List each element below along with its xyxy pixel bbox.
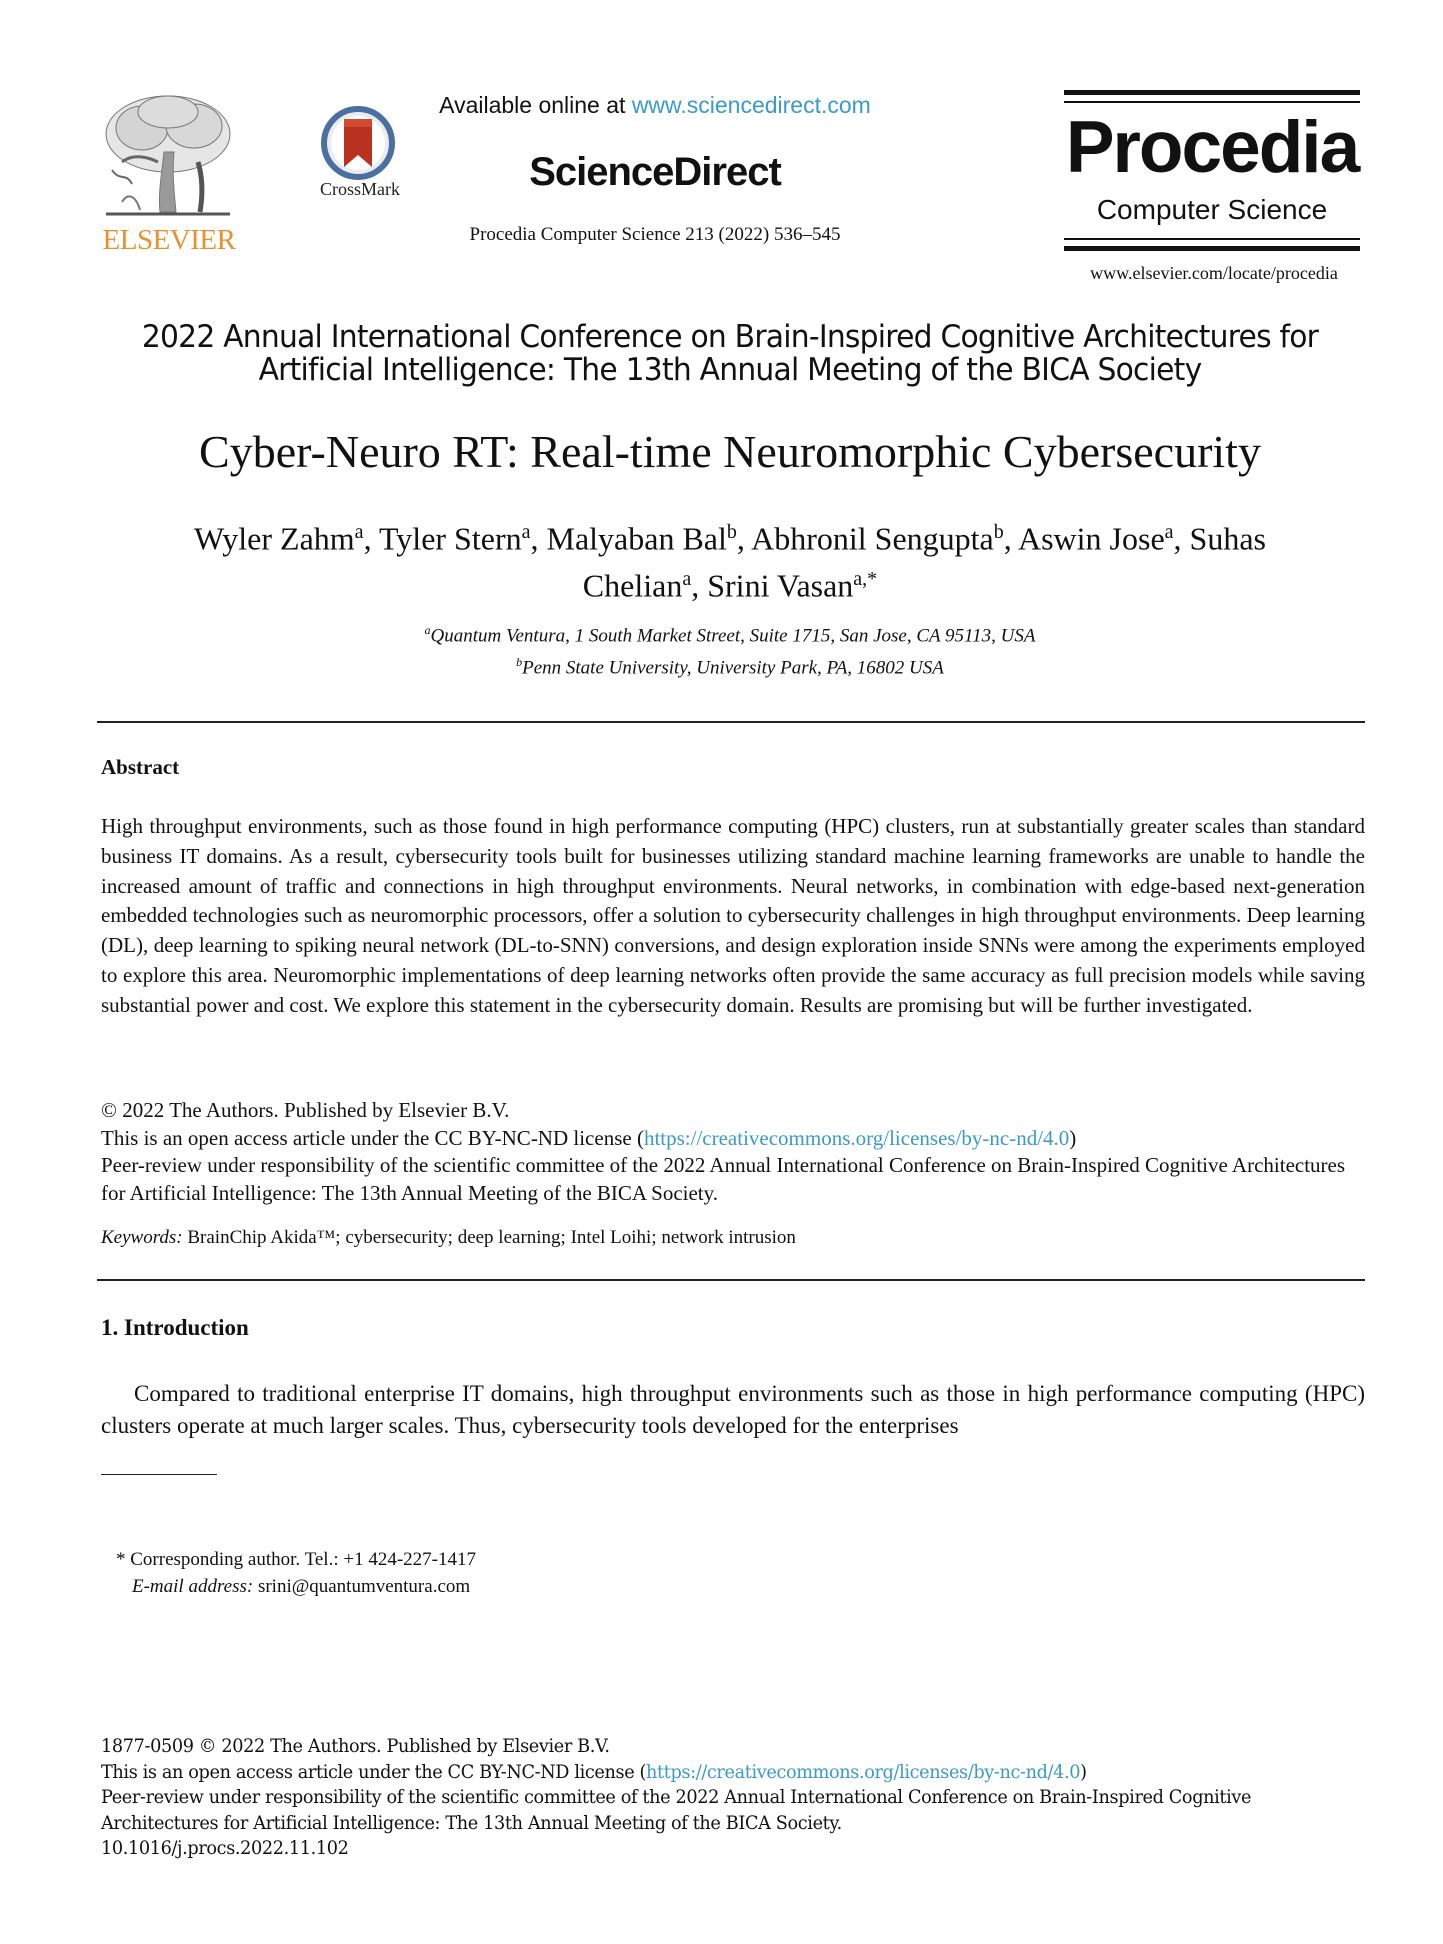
procedia-rule-bottom-thin <box>1064 238 1360 240</box>
keywords <box>101 1227 1365 1249</box>
page-footer <box>101 1734 1366 1862</box>
author-separator: , Suhas <box>1173 520 1266 557</box>
procedia-rule-bottom <box>1064 246 1360 251</box>
conference-line-2: Artificial Intelligence: The 13th Annual Meeting of the BICA Society <box>258 352 1202 388</box>
author-separator: , <box>363 520 379 557</box>
introduction-text: Compared to traditional enterprise IT domains, high throughput environments such as those in high performance computing (HPC) clusters operate at much larger scales. Thus, cybersecurity tools developed for the enterprises <box>101 1381 1365 1438</box>
author-affiliation-mark: a,* <box>853 567 878 590</box>
divider <box>97 1279 1365 1281</box>
available-online-line <box>420 92 890 119</box>
affiliation-item <box>110 617 1350 649</box>
affiliation-mark: a <box>424 623 431 637</box>
affiliation-text: Quantum Ventura, 1 South Market Street, Suite 1715, San Jose, CA 95113, USA <box>430 625 1036 647</box>
footnote-divider <box>101 1474 217 1475</box>
author-affiliation-mark: b <box>726 521 737 543</box>
corresponding-author: * Corresponding author. Tel.: +1 424-227-1417 <box>116 1549 476 1570</box>
procedia-rule-top <box>1064 90 1360 95</box>
footnote <box>116 1546 476 1600</box>
section-heading-introduction: 1. Introduction <box>101 1315 249 1340</box>
footer-license-text: This is an open access article under the CC BY-NC-ND license ( <box>101 1760 647 1783</box>
keywords-label: Keywords: <box>101 1227 183 1248</box>
crossmark-label: CrossMark <box>320 179 400 199</box>
license-line <box>101 1125 1365 1153</box>
author-separator: , <box>736 520 752 557</box>
author-name: Abhronil Sengupta <box>751 520 994 557</box>
conference-line-1: 2022 Annual International Conference on Brain-Inspired Cognitive Architectures for <box>141 319 1319 355</box>
journal-reference: Procedia Computer Science 213 (2022) 536–545 <box>469 224 841 245</box>
abstract-text: High throughput environments, such as those found in high performance computing (HPC) clusters, run at substantially greater scales than standard business IT domains. As a result, cybersecurity tools built for businesses utilizing standard machine learning frameworks are unable to handle the increased amount of traffic and connections in high throughput environments. Neural networks, in combination with edge-based next-generation embedded technologies such as neuromorphic processors, offer a solution to cybersecurity challenges in high throughput environments. Deep learning (DL), deep learning to spiking neural network (DL-to-SNN) conversions, and design exploration inside SNNs were among the experiments employed to explore this area. Neuromorphic implementations of deep learning networks often provide the same accuracy as full precision models while saving substantial power and cost. We explore this statement in the cybersecurity domain. Results are promising but will be further investigated. <box>101 814 1365 1017</box>
copyright-line: © 2022 The Authors. Published by Elsevier B.V. <box>101 1098 510 1122</box>
author-affiliation-mark: a <box>682 567 692 590</box>
footer-peer-review-2: Architectures for Artificial Intelligence: The 13th Annual Meeting of the BICA Society. <box>101 1811 842 1834</box>
footer-license-link[interactable]: https://creativecommons.org/licenses/by-nc-nd/4.0 <box>646 1760 1081 1783</box>
elsevier-logo <box>100 92 238 260</box>
procedia-subtitle: Computer Science <box>1096 194 1328 225</box>
author-list <box>110 512 1350 605</box>
conference-name <box>135 321 1325 387</box>
author-name: Malyaban Bal <box>546 520 727 557</box>
copyright-block <box>101 1097 1365 1207</box>
abstract-heading: Abstract <box>101 755 180 779</box>
email-address[interactable]: srini@quantumventura.com <box>257 1576 471 1597</box>
license-text: This is an open access article under the CC BY-NC-ND license ( <box>101 1125 644 1150</box>
affiliation-list <box>110 617 1350 682</box>
divider <box>97 721 1365 723</box>
author-separator: , <box>691 567 708 604</box>
author-affiliation-mark: b <box>993 521 1004 543</box>
license-text-end: ) <box>1069 1125 1077 1150</box>
elsevier-wordmark: ELSEVIER <box>102 224 236 256</box>
author-separator: , <box>1003 520 1018 557</box>
procedia-rule-top-thin <box>1064 101 1360 103</box>
issn-copyright: 1877-0509 © 2022 The Authors. Published by Elsevier B.V. <box>101 1735 610 1757</box>
author-affiliation-mark: a <box>354 521 364 543</box>
author-name: Aswin Jose <box>1017 520 1165 557</box>
crossmark-badge[interactable] <box>312 105 408 205</box>
author-name: Srini Vasan <box>707 567 854 604</box>
sciencedirect-logo: ScienceDirect <box>529 150 781 194</box>
author-affiliation-mark: a <box>521 521 531 543</box>
email-label: E-mail address: <box>132 1576 254 1597</box>
crossmark-icon <box>320 105 396 181</box>
author-name: Wyler Zahm <box>194 520 355 557</box>
journal-url[interactable]: www.elsevier.com/locate/procedia <box>1090 263 1338 283</box>
footer-peer-review-1: Peer-review under responsibility of the scientific committee of the 2022 Annual International Conference on Brain-Inspired Cognitive <box>101 1786 1252 1808</box>
footer-license-text-end: ) <box>1080 1760 1087 1783</box>
available-online-text: Available online at <box>439 92 632 118</box>
author-name: Tyler Stern <box>378 520 522 557</box>
peer-review-statement: Peer-review under responsibility of the scientific committee of the 2022 Annual International Conference on Brain-Inspired Cognitive Architectures for Artificial Intelligence: The 13th Annual Meeting of the BICA Society. <box>101 1153 1346 1205</box>
author-affiliation-mark: a <box>1164 521 1174 543</box>
procedia-wordmark: Procedia <box>1065 107 1359 188</box>
sciencedirect-link[interactable]: www.sciencedirect.com <box>631 92 871 118</box>
license-link[interactable]: https://creativecommons.org/licenses/by-nc-nd/4.0 <box>643 1125 1070 1150</box>
affiliation-text: Penn State University, University Park, PA, 16802 USA <box>522 657 944 679</box>
elsevier-tree-icon <box>102 92 234 222</box>
doi[interactable]: 10.1016/j.procs.2022.11.102 <box>101 1837 349 1859</box>
author-separator: , <box>530 520 547 557</box>
paper-title: Cyber-Neuro RT: Real-time Neuromorphic Cybersecurity <box>199 426 1261 477</box>
keywords-list: BrainChip Akida™; cybersecurity; deep learning; Intel Loihi; network intrusion <box>187 1227 796 1248</box>
author-name: Chelian <box>582 567 683 604</box>
affiliation-mark: b <box>516 655 523 670</box>
affiliation-item <box>110 649 1350 681</box>
footer-license-line <box>101 1760 1366 1786</box>
procedia-logo <box>1064 90 1360 255</box>
